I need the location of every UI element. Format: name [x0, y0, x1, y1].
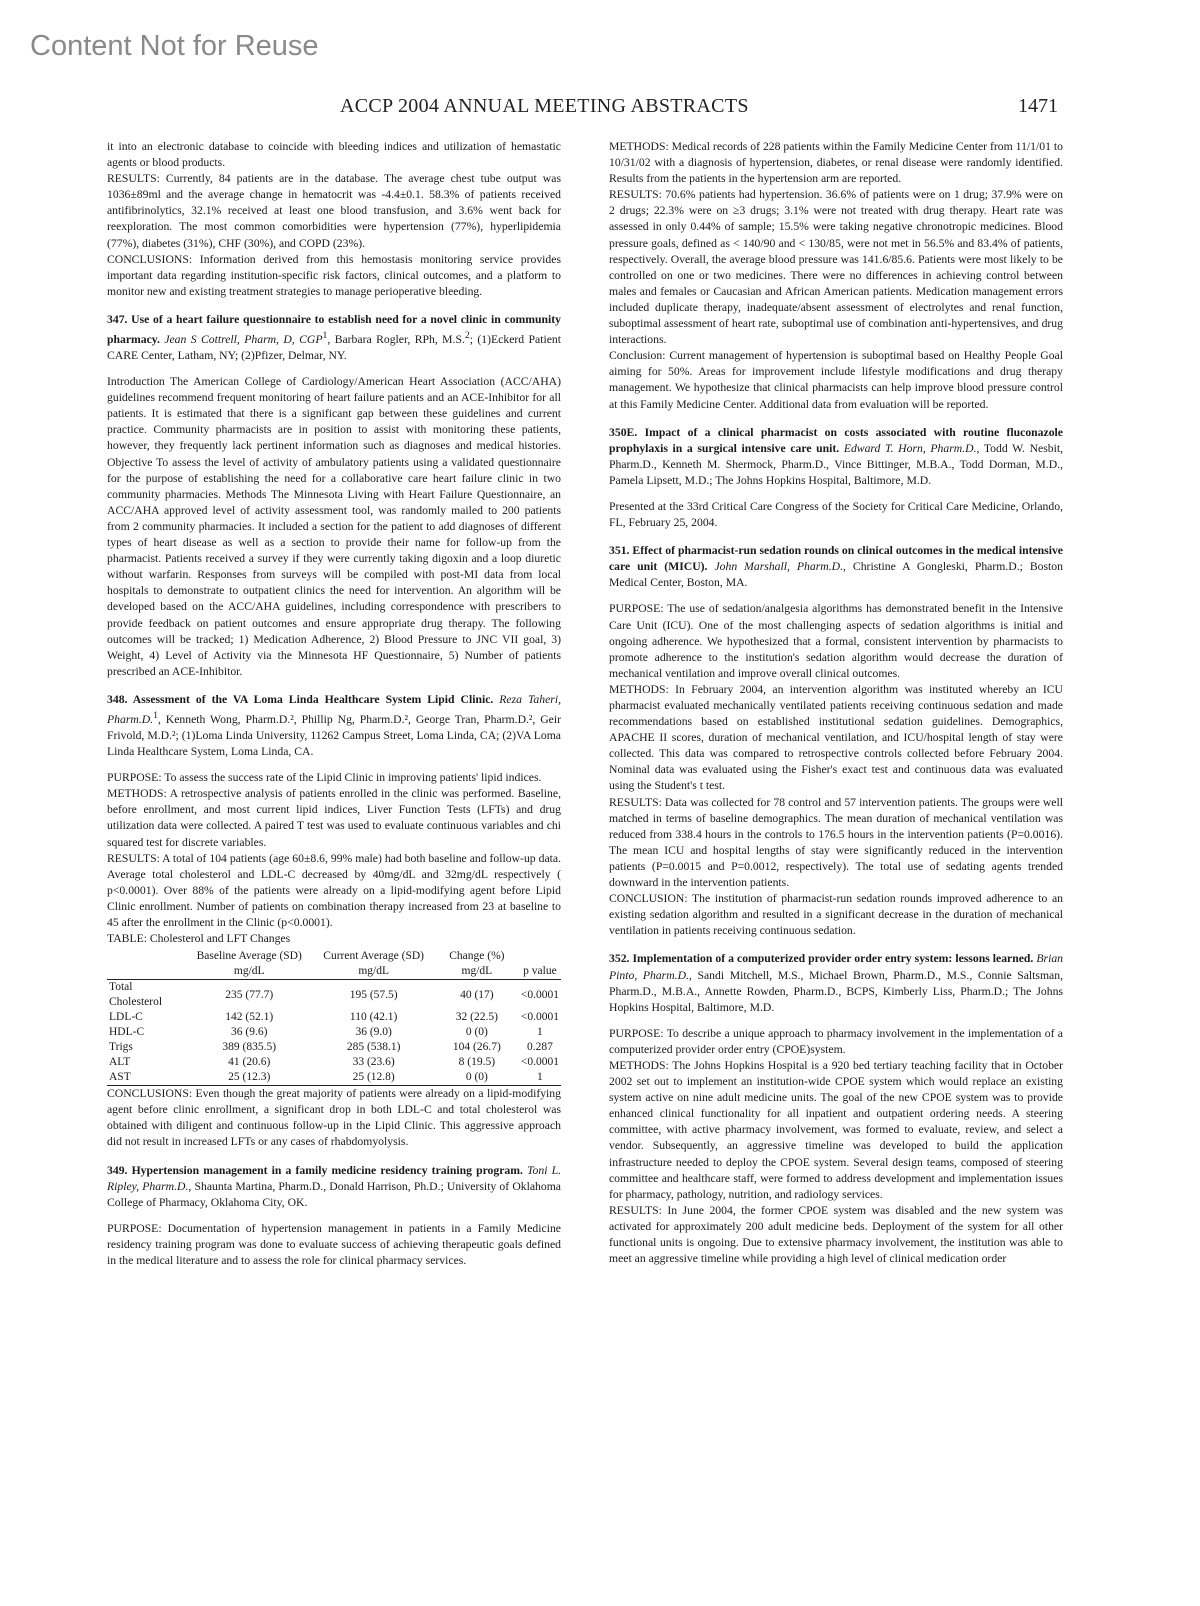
abstract-title: 350E. Impact of a clinical pharmacist on costs associated with routine fluconazole prophylaxis in a surgical intensive care unit. — [609, 425, 1063, 455]
methods-paragraph: METHODS: Medical records of 228 patients within the Family Medicine Center from 11/1/01 to 10/31/02 with a diagnosis of hypertension, diabetes, or renal disease were randomly identified. Results from the patients in the hypertension arm are reported. — [609, 140, 1063, 186]
table-header-row — [107, 949, 561, 980]
abstract-352 — [609, 951, 1063, 1267]
table-row — [107, 980, 561, 1011]
results-paragraph: RESULTS: In June 2004, the former CPOE system was disabled and the new system was activated for approximately 200 adult medicine beds. Deployment of the system for all other functional units is ongoing. Due to extensive pharmacy involvement, the institution was able to meet an aggressive timeline while providing a high level of clinical medication order — [609, 1203, 1063, 1266]
abstract-349-heading — [107, 1163, 561, 1211]
lead-author: Brian Pinto, Pharm.D. — [609, 952, 1064, 982]
table-cell: 36 (9.6) — [231, 1026, 268, 1039]
table-row — [107, 1055, 561, 1070]
table-header-cell — [107, 949, 186, 980]
table-cell: 285 (538.1) — [346, 1041, 401, 1054]
table-cell: Trigs — [109, 1041, 133, 1054]
left-column — [107, 139, 561, 1269]
journal-title: ACCP 2004 ANNUAL MEETING ABSTRACTS — [340, 95, 749, 117]
continuation-conclusions: CONCLUSIONS: Information derived from this hemostasis monitoring service provides important data regarding institution-specific risk factors, clinical outcomes, and a platform to monitor new and existing treatment strategies to manage perioperative bleeding. — [107, 252, 561, 298]
table-cell: 389 (835.5) — [222, 1041, 277, 1054]
table-cell: AST — [109, 1071, 131, 1084]
conclusion-paragraph: Conclusion: Current management of hypertension is suboptimal based on Healthy People Goal aiming for 50%. Areas for improvement include lifestyle modifications and drug therapy management. We hypothesize that clinical pharmacists can help improve blood pressure control at this Family Medicine Center. Additional data from evaluation will be reported. — [609, 349, 1063, 411]
conclusions-paragraph: CONCLUSIONS: Even though the great majority of patients were already on a lipid-modifying agent before clinic enrollment, a significant drop in both LDL-C and total cholesterol was obtained with diligent and continuous follow-up in the Lipid Clinic. This aggressive approach did not result in increased LFTs or any cases of rhabdomyolysis. — [107, 1087, 561, 1149]
continuation-results: RESULTS: Currently, 84 patients are in the database. The average chest tube output was 1036±89ml and the average change in hematocrit was -4.4±0.1. 58.3% of patients received antifibrinolytics, 32.1% received at least one blood transfusion, and 3.6% went back for reexploration. The most common comorbidities were hypertension (77%), hyperlipidemia (77%), diabetes (31%), CHF (30%), and COPD (23%). — [107, 172, 561, 250]
author-sup: 2 — [464, 330, 470, 342]
author-list: , Sandi Mitchell, M.S., Michael Brown, Pharm.D., M.S., Connie Saltsman, Pharm.D., M.B.A., Annette Rowden, Pharm.D., BCPS, Kimberly Liss, Pharm.D.; The Johns Hopkins Hospital, Baltimore, M.D. — [609, 968, 1064, 1014]
author-list: , Shaunta Martina, Pharm.D., Donald Harrison, Ph.D.; University of Oklahoma College of Pharmacy, Oklahoma City, OK. — [107, 1179, 561, 1209]
author-sup: 1 — [153, 709, 158, 721]
table-cell: 0 (0) — [465, 1026, 488, 1039]
continuation-paragraph: it into an electronic database to coincide with bleeding indices and utilization of hemastatic agents or blood products. — [107, 140, 561, 170]
author-list: , Kenneth Wong, Pharm.D.², Phillip Ng, Pharm.D.², George Tran, Pharm.D.², Geir Frivold, M.D.²; (1)Loma Linda University, 11262 Campus Street, Loma Linda, CA; (2)VA Loma Linda Healthcare System, Loma Linda, CA. — [107, 712, 561, 759]
abstract-349 — [107, 1163, 561, 1270]
lead-author: Jean S Cottrell, Pharm, D, CGP — [164, 332, 323, 346]
lead-author: Edward T. Horn, Pharm.D. — [843, 441, 977, 455]
abstract-348 — [107, 692, 561, 1151]
results-paragraph: RESULTS: 70.6% patients had hypertension. 36.6% of patients were on 1 drug; 37.9% were on 2 drugs; 22.3% were on ≥3 drugs; 3.1% were not treated with drug therapy. Heart rate was assessed in only 0.44% of sample; 15.5% were taking negative chronotropic medicines. Blood pressure goals, defined as < 140/90 and < 130/85, were not met in 56.5% and 83.4% of patients, respectively. Overall, the average blood pressure was 141.6/85.6. Patients were most likely to be controlled on one or two medicines. There were no differences in achieving control between males and females or Caucasian and African American patients. Medication management errors included duplicate therapy, inadequate/absent assessment of electrolytes and renal function, suboptimal assessment of heart rate, suboptimal use of combination anti-hypertensives, and drug interactions. — [609, 188, 1063, 347]
table-row — [107, 1040, 561, 1055]
author-list: , Barbara Rogler, RPh, M.S. — [327, 332, 465, 346]
table-header-cell: Baseline Average (SD) mg/dL — [196, 950, 302, 978]
lead-author: John Marshall, Pharm.D. — [714, 560, 844, 574]
abstract-title: 349. Hypertension management in a family medicine residency training program. — [107, 1163, 523, 1177]
purpose-paragraph: PURPOSE: To describe a unique approach to pharmacy involvement in the implementation of a computerized provider order entry (CPOE)system. — [609, 1026, 1063, 1056]
table-cell: 110 (42.1) — [349, 1011, 398, 1024]
methods-paragraph: METHODS: The Johns Hopkins Hospital is a 920 bed tertiary teaching facility that in October 2002 set out to implement an institution-wide CPOE system which would replace an existing system active on nine adult medicine units. The goal of the new CPOE system was to provide enhanced clinical functionality for all inpatient and outpatient ordering needs. A steering committee, with active pharmacy involvement, was formed to evaluate, review, and select a vendor. Subsequently, an aggressive timeline was developed to build the application infrastructure needed to deploy the CPOE system. Several design teams, composed of steering committee and healthcare staff, were formed to address development and implementation issues for pharmacy, pathology, nutrition, and radiology services. — [609, 1058, 1063, 1201]
right-column — [609, 139, 1063, 1267]
abstract-title: 351. Effect of pharmacist-run sedation rounds on clinical outcomes in the medical intensive care unit (MICU). — [609, 544, 1063, 574]
abstract-351 — [609, 543, 1063, 939]
table-cell: 142 (52.1) — [225, 1011, 274, 1024]
table-cell: 0.287 — [526, 1041, 553, 1054]
page-number: 1471 — [1018, 95, 1058, 117]
purpose-paragraph: PURPOSE: The use of sedation/analgesia algorithms has demonstrated benefit in the Intensive Care Unit (ICU). One of the most challenging aspects of sedation algorithms is initial and ongoing adherence. We hypothesized that a formal, consistent intervention by pharmacists to promote adherence to the institution's sedation algorithm would decrease the duration of mechanical ventilation and improve overall clinical outcomes. — [609, 602, 1063, 680]
methods-paragraph: METHODS: A retrospective analysis of patients enrolled in the clinic was performed. Baseline, before enrollment, and most current lipid indices, Liver Function Tests (LFTs) and drug utilization data were collected. A paired T test was used to evaluate continuous variables and chi squared test for discrete variables. — [107, 787, 561, 849]
table-cell: 235 (77.7) — [225, 988, 274, 1001]
author-list: , Todd W. Nesbit, Pharm.D., Kenneth M. Shermock, Pharm.D., Vince Bittinger, M.B.A., Todd Dorman, M.D., Pamela Lipsett, M.D.; The Johns Hopkins Hospital, Baltimore, M.D. — [609, 441, 1064, 487]
table-cell: 25 (12.8) — [352, 1071, 395, 1084]
abstract-title: 348. Assessment of the VA Loma Linda Healthcare System Lipid Clinic. — [107, 692, 494, 706]
abstract-body: Introduction The American College of Cardiology/American Heart Association (ACC/AHA) guidelines recommend frequent monitoring of heart failure patients and an ACE-Inhibitor for all patients. It is estimated that there is a significant gap between these guidelines and current practice. Community pharmacists are in position to assist with monitoring these patients, however, they frequently lack pertinent information such as diagnoses and medical histories. Objective To assess the level of activity of ambulatory patients using a validated questionnaire for the purpose of establishing the need for a collaborative care heart failure clinic in two community pharmacies. Methods The Minnesota Living with Heart Failure Questionnaire, an ACC/AHA approved level of activity assessment tool, was randomly mailed to 200 patients from 2 community pharmacies. It included a section for the patient to add diagnoses of different types of heart disease as well as a section to provide their name for follow-up from the pharmacist. Patients received a survey if they were currently taking digoxin and a loop diuretic without warfarin. Responses from surveys will be compiled with post-MI data from local hospitals to demonstrate to outpatient clinics the need for intervention. An algorithm will be developed based on the ACC/AHA guidelines, including correspondence with prescribers to provide feedback on patient outcomes and ensure appropriate drug therapy. The following outcomes will be tracked; 1) Medication Adherence, 2) Blood Pressure to JNC VII goal, 3) Weight, 4) Level of Activity via the Minnesota HF Questionnaire, 5) Number of patients prescribed an ACE-Inhibitor. — [107, 375, 561, 678]
table-cell: <0.0001 — [520, 1011, 559, 1024]
table-row — [107, 1025, 561, 1040]
abstract-title: 347. Use of a heart failure questionnaire to establish need for a novel clinic in community pharmacy. — [107, 312, 561, 346]
results-paragraph: RESULTS: Data was collected for 78 control and 57 intervention patients. The groups were well matched in terms of baseline demographics. The mean duration of mechanical ventilation was reduced from 338.4 hours in the controls to 176.5 hours in the intervention patients (P=0.0016). The mean ICU and hospital lengths of stay were significantly reduced in the intervention patients (P=0.0015 and P=0.0012, respectively). The total use of sedating agents trended downward in the intervention patients. — [609, 795, 1063, 890]
table-cell: 33 (23.6) — [352, 1056, 395, 1069]
results-paragraph: RESULTS: A total of 104 patients (age 60±8.6, 99% male) had both baseline and follow-up data. Average total cholesterol and LDL-C decreased by 40mg/dL and 32mg/dL respectively ( p<0.0001). Over 88% of the patients were already on a lipid-modifying agent before Lipid Clinic enrollment. Number of patients on combination therapy increased from 23 at baseline to 45 after the enrollment in the Clinic (p<0.0001). — [107, 851, 561, 929]
table-cell: 8 (19.5) — [458, 1056, 496, 1069]
table-cell: 41 (20.6) — [228, 1056, 271, 1069]
author-list: , Christine A Gongleski, Pharm.D.; Boston Medical Center, Boston, MA. — [609, 560, 1063, 590]
methods-paragraph: METHODS: In February 2004, an intervention algorithm was instituted whereby an ICU pharmacist evaluated mechanically ventilated patients receiving continuous sedation and made recommendations based on established institutional sedation guidelines. Demographics, APACHE II scores, duration of mechanical ventilation, and ICU/hospital length of stay were collected. This data was compared to retrospective controls collected before February 2004. Nominal data was evaluated using the Fisher's exact test and continuous data was evaluated using the Student's t test. — [609, 682, 1063, 793]
abstract-350e — [609, 425, 1063, 532]
abstract-351-heading — [609, 543, 1063, 591]
table-cell: 1 — [537, 1026, 543, 1039]
table-cell: <0.0001 — [520, 988, 559, 1001]
table-cell: 25 (12.3) — [228, 1071, 271, 1084]
author-sup: 1 — [322, 330, 328, 342]
abstract-348-heading — [107, 692, 561, 760]
lead-author: Toni L. Ripley, Pharm.D. — [107, 1163, 561, 1193]
abstract-title: 352. Implementation of a computerized provider order entry system: lessons learned. — [609, 952, 1034, 966]
table-cell: 195 (57.5) — [349, 988, 398, 1001]
abstract-350e-heading — [609, 425, 1063, 489]
purpose-paragraph: PURPOSE: Documentation of hypertension management in patients in a Family Medicine residency training program was done to evaluate success of achieving therapeutic goals defined in the medical literature and to assess the role for clinical pharmacy services. — [107, 1221, 561, 1268]
table-cell: 104 (26.7) — [452, 1041, 501, 1054]
abstract-347 — [107, 312, 561, 680]
purpose-paragraph: PURPOSE: To assess the success rate of the Lipid Clinic in improving patients' lipid indices. — [107, 771, 542, 785]
table-row — [107, 1070, 561, 1086]
table-header-cell: Current Average (SD) mg/dL — [323, 950, 424, 978]
table-cell: Total Cholesterol — [109, 981, 163, 1009]
table-cell: 32 (22.5) — [455, 1011, 498, 1024]
running-head — [0, 95, 1200, 125]
table-cell: HDL-C — [109, 1026, 145, 1039]
table-header-cell: Change (%) mg/dL — [449, 950, 505, 978]
table-cell: 36 (9.0) — [355, 1026, 392, 1039]
table-cell: 0 (0) — [465, 1071, 488, 1084]
table-header-cell: p value — [523, 965, 557, 978]
presentation-note: Presented at the 33rd Critical Care Congress of the Society for Critical Care Medicine, Orlando, FL, February 25, 2004. — [609, 499, 1063, 530]
table-caption: TABLE: Cholesterol and LFT Changes — [107, 932, 291, 946]
lead-author: Reza Taheri, Pharm.D. — [107, 692, 561, 726]
abstract-347-heading — [107, 312, 561, 364]
watermark: Content Not for Reuse — [30, 30, 319, 62]
table-row — [107, 1010, 561, 1025]
table-cell: 1 — [537, 1071, 543, 1084]
affiliation: ; (1)Eckerd Patient CARE Center, Latham, NY; (2)Pfizer, Delmar, NY. — [107, 332, 561, 363]
table-cell: 40 (17) — [460, 988, 494, 1001]
cholesterol-lft-table — [107, 949, 561, 1086]
abstract-352-heading — [609, 951, 1063, 1015]
conclusion-paragraph: CONCLUSION: The institution of pharmacist-run sedation rounds improved adherence to an existing sedation algorithm and resulted in a significant decrease in the duration of mechanical ventilation in patients receiving continuous sedation. — [609, 892, 1063, 938]
table-cell: LDL-C — [109, 1011, 143, 1024]
table-cell: <0.0001 — [520, 1056, 559, 1069]
table-cell: ALT — [109, 1056, 131, 1069]
